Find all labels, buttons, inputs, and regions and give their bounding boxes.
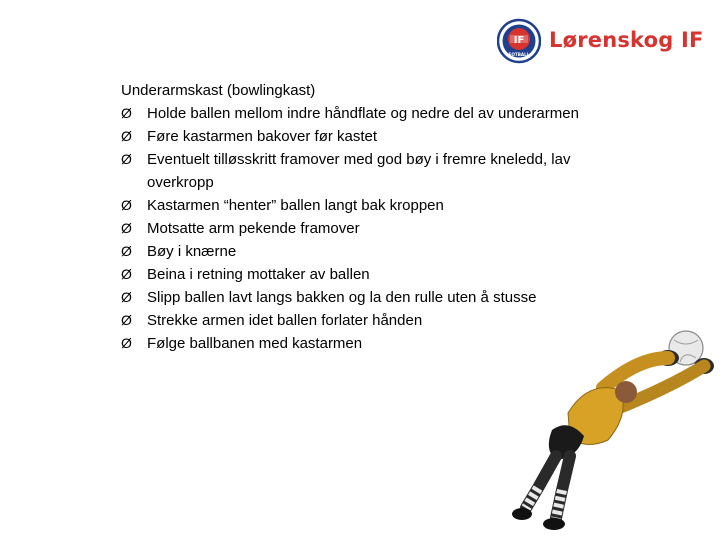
slide-heading: Underarmskast (bowlingkast): [121, 82, 316, 99]
bullet-item: [121, 217, 641, 240]
arrow-bullet-icon: Ø: [121, 335, 132, 351]
bullet-item: [121, 125, 641, 148]
arrow-bullet-icon: Ø: [121, 197, 132, 213]
text-content: [121, 80, 641, 355]
bullet-item: [121, 194, 641, 217]
arrow-bullet-icon: Ø: [121, 312, 132, 328]
bullet-text: Eventuelt tilløsskritt framover med god bøy i fremre kneledd, lav overkropp: [147, 151, 571, 191]
badge-letters: IF: [513, 35, 525, 46]
club-logo: [497, 18, 712, 66]
bullet-item: [121, 263, 641, 286]
bullet-text: Kastarmen “henter” ballen langt bak kroppen: [147, 197, 444, 214]
bullet-text: Holde ballen mellom indre håndflate og nedre del av underarmen: [147, 105, 579, 122]
bullet-item: [121, 102, 641, 125]
club-badge-icon: [497, 18, 541, 64]
arrow-bullet-icon: Ø: [121, 128, 132, 144]
bullet-item: [121, 148, 641, 194]
bullet-item: [121, 240, 641, 263]
bullet-text: Slipp ballen lavt langs bakken og la den rulle uten å stusse: [147, 289, 537, 306]
arrow-bullet-icon: Ø: [121, 266, 132, 282]
arrow-bullet-icon: Ø: [121, 151, 132, 167]
goalkeeper-illustration: [508, 318, 720, 540]
bullet-item: [121, 286, 641, 309]
bullet-text: Bøy i knærne: [147, 243, 237, 260]
club-name: Lørenskog IF: [549, 28, 704, 52]
bullet-text: Beina i retning mottaker av ballen: [147, 266, 370, 283]
arrow-bullet-icon: Ø: [121, 105, 132, 121]
arrow-bullet-icon: Ø: [121, 220, 132, 236]
arrow-bullet-icon: Ø: [121, 243, 132, 259]
bullet-text: Strekke armen idet ballen forlater hånden: [147, 312, 423, 329]
bullet-text: Følge ballbanen med kastarmen: [147, 335, 363, 352]
bullet-text: Føre kastarmen bakover før kastet: [147, 128, 378, 145]
badge-ring-text: FOTBALL: [508, 52, 530, 57]
arrow-bullet-icon: Ø: [121, 289, 132, 305]
bullet-text: Motsatte arm pekende framover: [147, 220, 360, 237]
